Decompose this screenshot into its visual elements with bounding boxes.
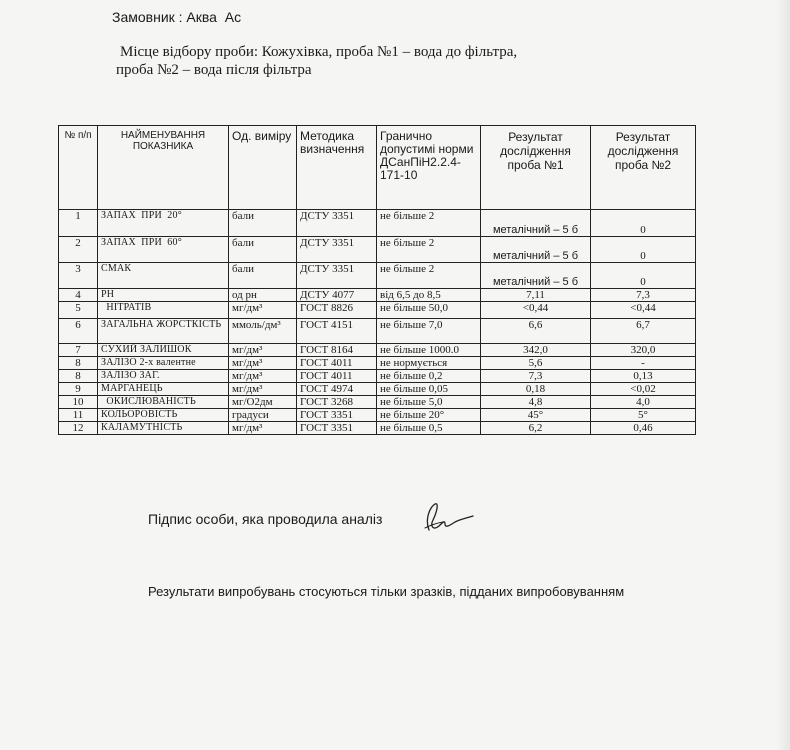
cell-result-1: 6,6 xyxy=(481,319,591,344)
cell-norm: не більше 5,0 xyxy=(377,396,481,409)
header-unit: Од. виміру xyxy=(229,126,297,210)
cell-result-1: металічний – 5 б xyxy=(481,237,591,263)
cell-norm: не більше 1000.0 xyxy=(377,344,481,357)
table-row xyxy=(59,344,696,357)
cell-method: ДСТУ 3351 xyxy=(297,263,377,289)
cell-norm: не більше 2 xyxy=(377,237,481,263)
cell-norm: не більше 2 xyxy=(377,263,481,289)
cell-norm: не більше 0,5 xyxy=(377,422,481,435)
cell-result-2: <0,02 xyxy=(591,383,696,396)
cell-result-1: 342,0 xyxy=(481,344,591,357)
cell-name: ЗАПАХ ПРИ 20° xyxy=(98,210,229,237)
cell-result-1: металічний – 5 б xyxy=(481,210,591,237)
cell-no: 8 xyxy=(59,370,98,383)
signature-icon xyxy=(415,498,475,538)
header-no: № п/п xyxy=(59,126,98,210)
table-row xyxy=(59,302,696,319)
header-name: НАЙМЕНУВАННЯ ПОКАЗНИКА xyxy=(98,126,229,210)
cell-norm: не більше 2 xyxy=(377,210,481,237)
cell-no: 4 xyxy=(59,289,98,302)
cell-name: КОЛЬОРОВІСТЬ xyxy=(98,409,229,422)
cell-method: ДСТУ 3351 xyxy=(297,237,377,263)
sampling-location xyxy=(116,43,640,79)
table-row xyxy=(59,370,696,383)
cell-unit: ммоль/дм³ xyxy=(229,319,297,344)
cell-norm: не більше 0,05 xyxy=(377,383,481,396)
header-result-2: Результат дослідження проба №2 xyxy=(591,126,696,210)
cell-norm: не більше 7,0 xyxy=(377,319,481,344)
cell-result-2: 0 xyxy=(591,263,696,289)
table-row xyxy=(59,289,696,302)
cell-result-2: <0,44 xyxy=(591,302,696,319)
table-row xyxy=(59,383,696,396)
cell-no: 3 xyxy=(59,263,98,289)
cell-no: 1 xyxy=(59,210,98,237)
cell-method: ГОСТ 3351 xyxy=(297,422,377,435)
header-norm: Гранично допустимі норми ДСанПіН2.2.4-171-10 xyxy=(377,126,481,210)
table-row xyxy=(59,319,696,344)
cell-result-1: <0,44 xyxy=(481,302,591,319)
cell-name: СМАК xyxy=(98,263,229,289)
cell-unit: мг/дм³ xyxy=(229,383,297,396)
cell-no: 8 xyxy=(59,357,98,370)
cell-result-1: металічний – 5 б xyxy=(481,263,591,289)
cell-norm: не більше 50,0 xyxy=(377,302,481,319)
table-row xyxy=(59,357,696,370)
cell-norm: не більше 20° xyxy=(377,409,481,422)
cell-result-1: 7,11 xyxy=(481,289,591,302)
disclaimer-note: Результати випробувань стосуються тільки зразків, підданих випробовуванням xyxy=(148,584,625,599)
cell-name: КАЛАМУТНІСТЬ xyxy=(98,422,229,435)
table-row xyxy=(59,409,696,422)
cell-unit: градуси xyxy=(229,409,297,422)
cell-method: ГОСТ 3351 xyxy=(297,409,377,422)
table-header-row xyxy=(59,126,696,210)
cell-method: ГОСТ 8826 xyxy=(297,302,377,319)
customer-line: Замовник : Аква Ас xyxy=(112,9,242,25)
cell-no: 5 xyxy=(59,302,98,319)
cell-result-1: 6,2 xyxy=(481,422,591,435)
table-row xyxy=(59,210,696,237)
sampling-line-2: проба №2 – вода після фільтра xyxy=(116,62,312,78)
cell-name: МАРГАНЕЦЬ xyxy=(98,383,229,396)
table-row xyxy=(59,396,696,409)
cell-name: ЗАПАХ ПРИ 60° xyxy=(98,237,229,263)
cell-no: 12 xyxy=(59,422,98,435)
cell-norm: не нормується xyxy=(377,357,481,370)
cell-unit: мг/дм³ xyxy=(229,370,297,383)
header-result-1: Результат дослідження проба №1 xyxy=(481,126,591,210)
cell-result-2: 6,7 xyxy=(591,319,696,344)
cell-result-2: 0,13 xyxy=(591,370,696,383)
cell-name: ЗАЛІЗО 2-х валентне xyxy=(98,357,229,370)
cell-unit: мг/дм³ xyxy=(229,422,297,435)
cell-method: ДСТУ 4077 xyxy=(297,289,377,302)
cell-unit: мг/дм³ xyxy=(229,357,297,370)
cell-method: ГОСТ 3268 xyxy=(297,396,377,409)
cell-method: ГОСТ 4011 xyxy=(297,357,377,370)
cell-result-1: 5,6 xyxy=(481,357,591,370)
cell-result-2: 0 xyxy=(591,237,696,263)
cell-result-1: 0,18 xyxy=(481,383,591,396)
cell-method: ГОСТ 4011 xyxy=(297,370,377,383)
cell-no: 7 xyxy=(59,344,98,357)
header-method: Методика визначення xyxy=(297,126,377,210)
table-row xyxy=(59,422,696,435)
cell-norm: від 6,5 до 8,5 xyxy=(377,289,481,302)
cell-unit: мг/О2дм xyxy=(229,396,297,409)
cell-unit: бали xyxy=(229,263,297,289)
cell-name: НІТРАТІВ xyxy=(98,302,229,319)
cell-name: РН xyxy=(98,289,229,302)
cell-method: ГОСТ 4151 xyxy=(297,319,377,344)
results-table xyxy=(58,125,696,435)
table-row xyxy=(59,263,696,289)
cell-no: 10 xyxy=(59,396,98,409)
cell-no: 6 xyxy=(59,319,98,344)
page-edge-shadow xyxy=(776,0,790,750)
cell-result-1: 7,3 xyxy=(481,370,591,383)
sampling-line-1: Місце відбору проби: Кожухівка, проба №1 – вода до фільтра, xyxy=(120,44,518,60)
cell-unit: мг/дм³ xyxy=(229,302,297,319)
cell-result-2: 0 xyxy=(591,210,696,237)
cell-name: ЗАГАЛЬНА ЖОРСТКІСТЬ xyxy=(98,319,229,344)
cell-no: 9 xyxy=(59,383,98,396)
cell-result-1: 4,8 xyxy=(481,396,591,409)
cell-unit: од рн xyxy=(229,289,297,302)
cell-unit: мг/дм³ xyxy=(229,344,297,357)
cell-result-2: 4,0 xyxy=(591,396,696,409)
cell-name: ЗАЛІЗО ЗАГ. xyxy=(98,370,229,383)
cell-name: СУХИЙ ЗАЛИШОК xyxy=(98,344,229,357)
cell-result-2: - xyxy=(591,357,696,370)
cell-result-2: 320,0 xyxy=(591,344,696,357)
signature-label: Підпис особи, яка проводила аналіз xyxy=(148,511,383,527)
cell-method: ДСТУ 3351 xyxy=(297,210,377,237)
cell-no: 2 xyxy=(59,237,98,263)
cell-method: ГОСТ 8164 xyxy=(297,344,377,357)
cell-result-2: 0,46 xyxy=(591,422,696,435)
cell-result-2: 7,3 xyxy=(591,289,696,302)
cell-no: 11 xyxy=(59,409,98,422)
cell-unit: бали xyxy=(229,210,297,237)
cell-result-1: 45° xyxy=(481,409,591,422)
cell-name: ОКИСЛЮВАНІСТЬ xyxy=(98,396,229,409)
cell-unit: бали xyxy=(229,237,297,263)
cell-method: ГОСТ 4974 xyxy=(297,383,377,396)
cell-result-2: 5° xyxy=(591,409,696,422)
table-row xyxy=(59,237,696,263)
cell-norm: не більше 0,2 xyxy=(377,370,481,383)
